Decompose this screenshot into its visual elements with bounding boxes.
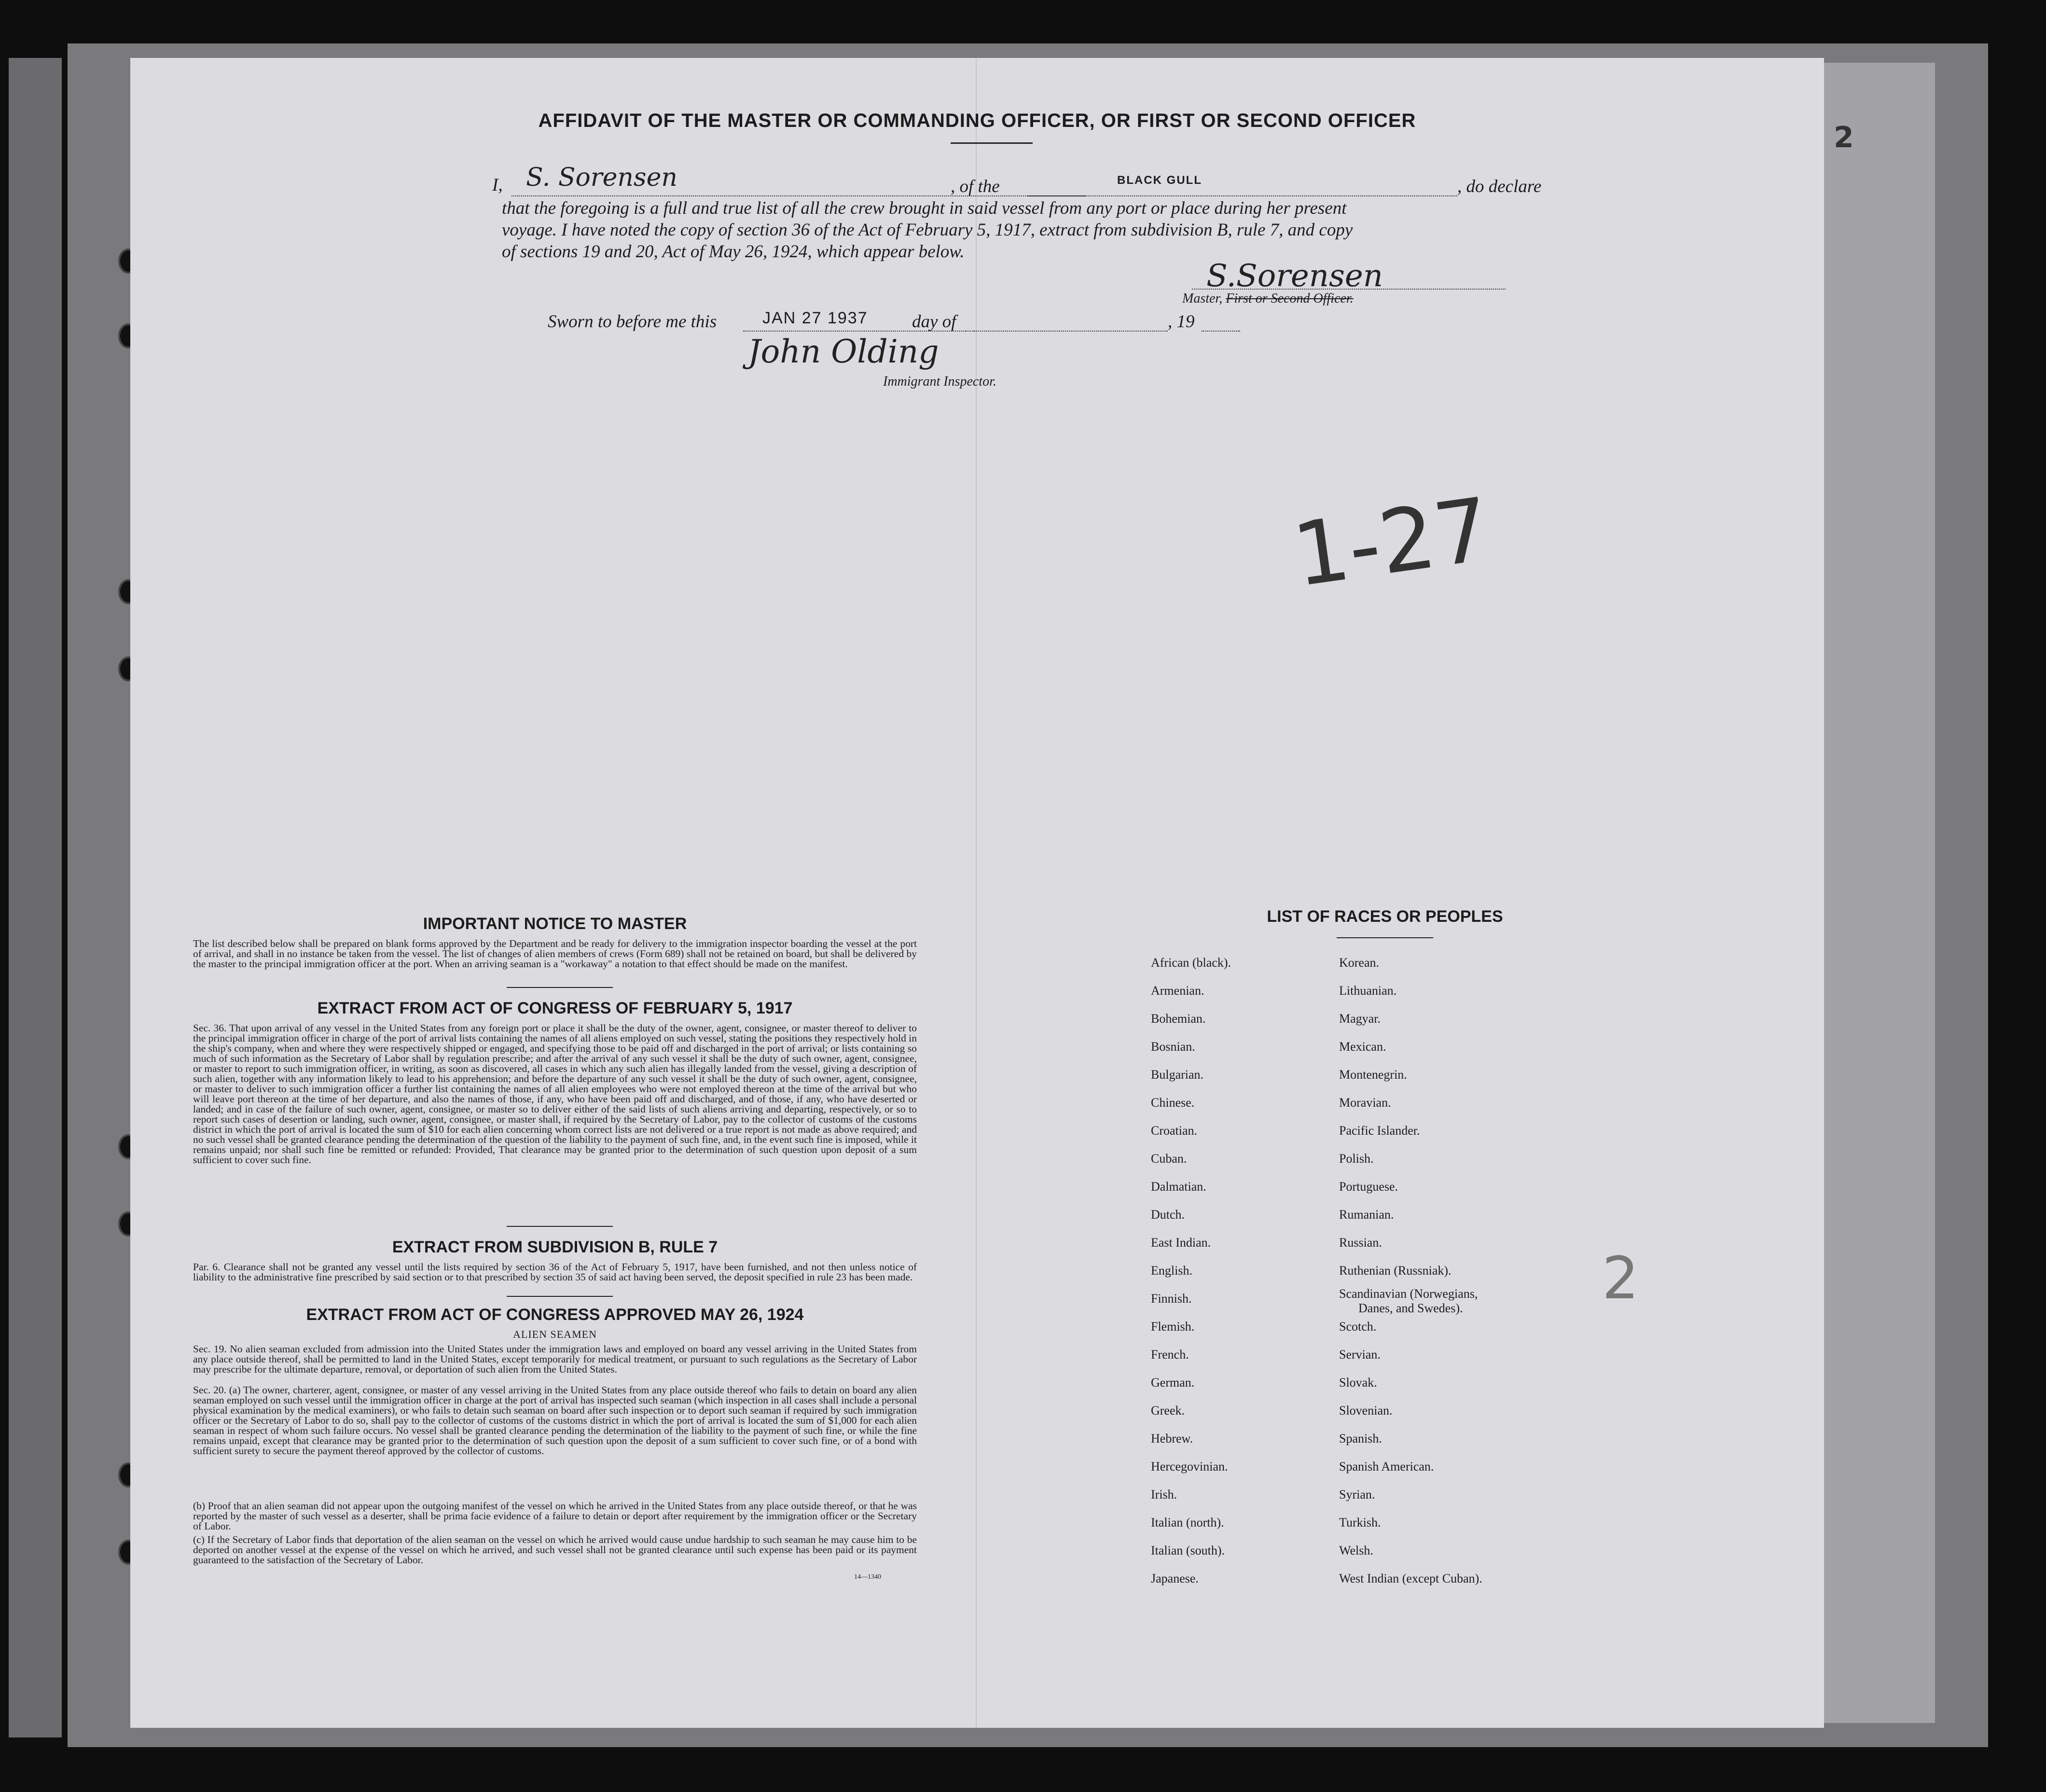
race-item: Pacific Islander.	[1339, 1124, 1420, 1138]
affidavit-line-4: of sections 19 and 20, Act of May 26, 1924, which appear below.	[502, 242, 965, 262]
affidavit-line-2: that the foregoing is a full and true list of all the crew brought in said vessel from any port or place during her present	[502, 198, 1347, 218]
race-item: Scotch.	[1339, 1320, 1377, 1334]
race-item: Bosnian.	[1151, 1040, 1195, 1054]
sec-20c-text: (c) If the Secretary of Labor finds that deportation of the alien seaman on the vessel on which he arrived would cause undue hardship to such seaman he may cause him to be deported on another vessel at the expense of the vessel on which he arrived, and such vessel shall not be granted clearance until such expense has been paid or its payment guaranteed to the satisfaction of the Secretary of Labor.	[193, 1534, 917, 1566]
race-item: German.	[1151, 1375, 1195, 1389]
race-item: Italian (north).	[1151, 1515, 1224, 1529]
of-the-label: , of the	[951, 177, 1000, 196]
vessel-name: BLACK GULL	[1117, 174, 1202, 187]
race-item: Russian.	[1339, 1236, 1382, 1250]
race-item: Scandinavian (Norwegians,	[1339, 1287, 1478, 1301]
race-item: Lithuanian.	[1339, 984, 1397, 998]
sec-19-text: Sec. 19. No alien seaman excluded from admission into the United States under the immigration laws and employed on board any vessel arriving in the United States from any place outside thereof, shall be permitted to land in the United States, except temporarily for medical treatment, or pursuant to such regulations as the Secretary of Labor may prescribe for the ultimate departure, removal, or deportation of such alien from the United States.	[193, 1343, 917, 1375]
adjacent-page-edge	[9, 58, 62, 1737]
officer-name-handwritten: S. Sorensen	[526, 163, 677, 192]
inspector-signature: John Olding	[748, 333, 939, 370]
inspector-caption: Immigrant Inspector.	[883, 374, 996, 389]
race-item: Greek.	[1151, 1403, 1185, 1417]
affidavit-line-3: voyage. I have noted the copy of section 36 of the Act of February 5, 1917, extract from subdivision B, rule 7, and copy	[502, 220, 1353, 240]
race-item: Danes, and Swedes).	[1358, 1301, 1463, 1315]
race-item: French.	[1151, 1347, 1189, 1361]
race-item: Welsh.	[1339, 1543, 1373, 1557]
section-divider	[507, 987, 613, 988]
handwritten-mark: 2	[1602, 1245, 1639, 1312]
race-item: Rumanian.	[1339, 1208, 1394, 1222]
race-item: Dutch.	[1151, 1208, 1185, 1222]
race-item: Cuban.	[1151, 1152, 1187, 1166]
extract-1917-body: Sec. 36. That upon arrival of any vessel in the United States from any foreign port or place it shall be the duty of the owner, agent, consignee, or master thereof to deliver to the principal immigration officer in charge of the port of arrival lists containing the names of all aliens employed on such vessel, stating the positions they respectively hold in the ship's company, when and where they were respectively shipped or engaged, and specifying those to be paid off and discharged in the port of arrival; or lists containing so much of such information as the Secretary of Labor shall by regulation prescribe; and after the arrival of any such vessel it shall be the duty of such owner, agent, consignee, or master to report to such immigration officer, in writing, as soon as discovered, all cases in which any such alien has illegally landed from the vessel, giving a description of such alien, together with any information likely to lead to his apprehension; and before the departure of any such vessel it shall be the duty of such owner, agent, consignee, or master to deliver to such immigration officer a further list containing the names of all alien employees who were not employed thereon at the time of the arrival but who will leave port thereon at the time of her departure, and also the names of those, if any, who have been paid off and discharged, and of those, if any, who have deserted or landed; and in case of the failure of such owner, agent, consignee, or master so to deliver either of the said lists of such aliens arriving and departing, respectively, or so to report such cases of desertion or landing, such owner, agent, consignee, or master shall, if required by the Secretary of Labor, pay to the collector of customs of the customs district in which the port of arrival is located the sum of $10 for each alien concerning whom correct lists are not delivered or a true report is not made as above required; and no such vessel shall be granted clearance pending the determination of the question of the liability to the payment of such fine, and, in the event such fine is imposed, while it remains unpaid; nor shall such fine be remitted or refunded: Provided, That clearance may be granted prior to the determination of such question upon deposit of a sum sufficient to cover such fine.	[193, 1022, 917, 1166]
master-signature: S.Sorensen	[1206, 258, 1383, 294]
race-item: Montenegrin.	[1339, 1068, 1407, 1082]
race-item: Bulgarian.	[1151, 1068, 1204, 1082]
race-item: Slovak.	[1339, 1375, 1377, 1389]
race-item: Japanese.	[1151, 1571, 1199, 1585]
notice-title: IMPORTANT NOTICE TO MASTER	[423, 915, 687, 933]
extract-rule7-title: EXTRACT FROM SUBDIVISION B, RULE 7	[392, 1238, 718, 1256]
alien-seamen-subtitle: ALIEN SEAMEN	[513, 1328, 597, 1340]
race-item: Magyar.	[1339, 1012, 1381, 1026]
race-item: Dalmatian.	[1151, 1180, 1206, 1194]
vessel-name-blank	[1028, 195, 1457, 196]
extract-rule7-body: Par. 6. Clearance shall not be granted any vessel until the lists required by section 36 of the Act of February 5, 1917, have been furnished, and not then unless notice of liability to the administrative fine prescribed by said section or to that prescribed by section 35 of said act having been served, the deposit specified in rule 23 has been made.	[193, 1261, 917, 1283]
race-item: Korean.	[1339, 956, 1380, 970]
corner-page-number: 2	[1834, 121, 1854, 154]
race-item: Servian.	[1339, 1347, 1381, 1361]
race-item: Croatian.	[1151, 1124, 1198, 1138]
race-item: Flemish.	[1151, 1320, 1195, 1334]
extract-1924-title: EXTRACT FROM ACT OF CONGRESS APPROVED MAY 26, 1924	[306, 1306, 804, 1324]
section-divider	[507, 1226, 613, 1227]
race-item: English.	[1151, 1264, 1192, 1278]
race-item: Portuguese.	[1339, 1180, 1398, 1194]
sec-20a-text: Sec. 20. (a) The owner, charterer, agent, consignee, or master of any vessel arriving in the United States from any place outside thereof who fails to detain on board any alien seaman employed on such vessel until the immigration officer in charge at the port of arrival has inspected such seaman (which inspection in all cases shall include a personal physical examination by the medical examiners), or who fails to detain such seaman on board after such inspection or to deport such seaman if required by such immigration officer or the Secretary of Labor to do so, shall pay to the collector of customs of the customs district in which the port of arrival is located the sum of $1,000 for each alien seaman in respect of whom such failure occurs. No vessel shall be granted clearance pending the determination of the liability to the payment of such fine, or while the fine remains unpaid, except that clearance may be granted prior to the determination of such question upon the deposit of a sum sufficient to cover such fine, or of a bond with sufficient surety to secure the payment thereof approved by the collector of customs.	[193, 1384, 917, 1457]
race-item: Irish.	[1151, 1487, 1177, 1501]
title-rule	[951, 142, 1033, 144]
section-divider	[507, 1296, 613, 1297]
month-blank	[965, 331, 1168, 332]
race-item: Spanish.	[1339, 1431, 1382, 1445]
year-label: , 19	[1168, 312, 1195, 332]
year-blank	[1202, 331, 1240, 332]
race-item: East Indian.	[1151, 1236, 1211, 1250]
race-item: Slovenian.	[1339, 1403, 1393, 1417]
race-item: Bohemian.	[1151, 1012, 1206, 1026]
races-title: LIST OF RACES OR PEOPLES	[1267, 907, 1503, 926]
race-item: Spanish American.	[1339, 1459, 1434, 1473]
extract-1917-title: EXTRACT FROM ACT OF CONGRESS OF FEBRUARY 5, 1917	[317, 999, 793, 1017]
center-fold	[976, 58, 977, 1728]
race-item: Polish.	[1339, 1152, 1374, 1166]
race-item: Moravian.	[1339, 1096, 1391, 1110]
sec-20b-text: (b) Proof that an alien seaman did not appear upon the outgoing manifest of the vessel on which he arrived in the United States from any place outside thereof, or that he was reported by the master of such vessel as a deserter, shall be prima facie evidence of a failure to detain or deport after requirement by the immigration officer or the Secretary of Labor.	[193, 1500, 917, 1532]
sworn-date-stamp: JAN 27 1937	[762, 309, 868, 327]
affidavit-title: AFFIDAVIT OF THE MASTER OR COMMANDING OFFICER, OR FIRST OR SECOND OFFICER	[538, 110, 1416, 131]
race-item: African (black).	[1151, 956, 1231, 970]
race-item: Hebrew.	[1151, 1431, 1193, 1445]
form-number: 14—1340	[854, 1573, 881, 1581]
day-of-label: day of	[912, 312, 956, 332]
race-item: Ruthenian (Russniak).	[1339, 1264, 1452, 1278]
race-item: Turkish.	[1339, 1515, 1381, 1529]
race-item: Hercegovinian.	[1151, 1459, 1228, 1473]
race-item: Armenian.	[1151, 984, 1204, 998]
race-item: Syrian.	[1339, 1487, 1375, 1501]
manifest-page	[130, 58, 1824, 1728]
race-item: Chinese.	[1151, 1096, 1195, 1110]
notice-body: The list described below shall be prepared on blank forms approved by the Department and be ready for delivery to the immigration inspector boarding the vessel at the port of arrival, and shall in no instance be taken from the vessel. The list of changes of alien members of crews (Form 689) shall not be retained on board, but shall be delivered by the master to the principal immigration officer at the port. When an arriving seaman is a "workaway" a notation to that effect should be made on the manifest.	[193, 938, 917, 970]
handwritten-crew-count: 1-27	[1287, 479, 1497, 607]
master-caption: Master, First or Second Officer.	[1182, 291, 1354, 306]
declare-label: , do declare	[1457, 177, 1542, 196]
sworn-label: Sworn to before me this	[548, 312, 717, 332]
race-item: Mexican.	[1339, 1040, 1386, 1054]
race-item: Finnish.	[1151, 1292, 1192, 1306]
affidavit-i-label: I,	[492, 175, 503, 195]
race-item: West Indian (except Cuban).	[1339, 1571, 1482, 1585]
races-title-rule	[1337, 937, 1433, 938]
race-item: Italian (south).	[1151, 1543, 1225, 1557]
